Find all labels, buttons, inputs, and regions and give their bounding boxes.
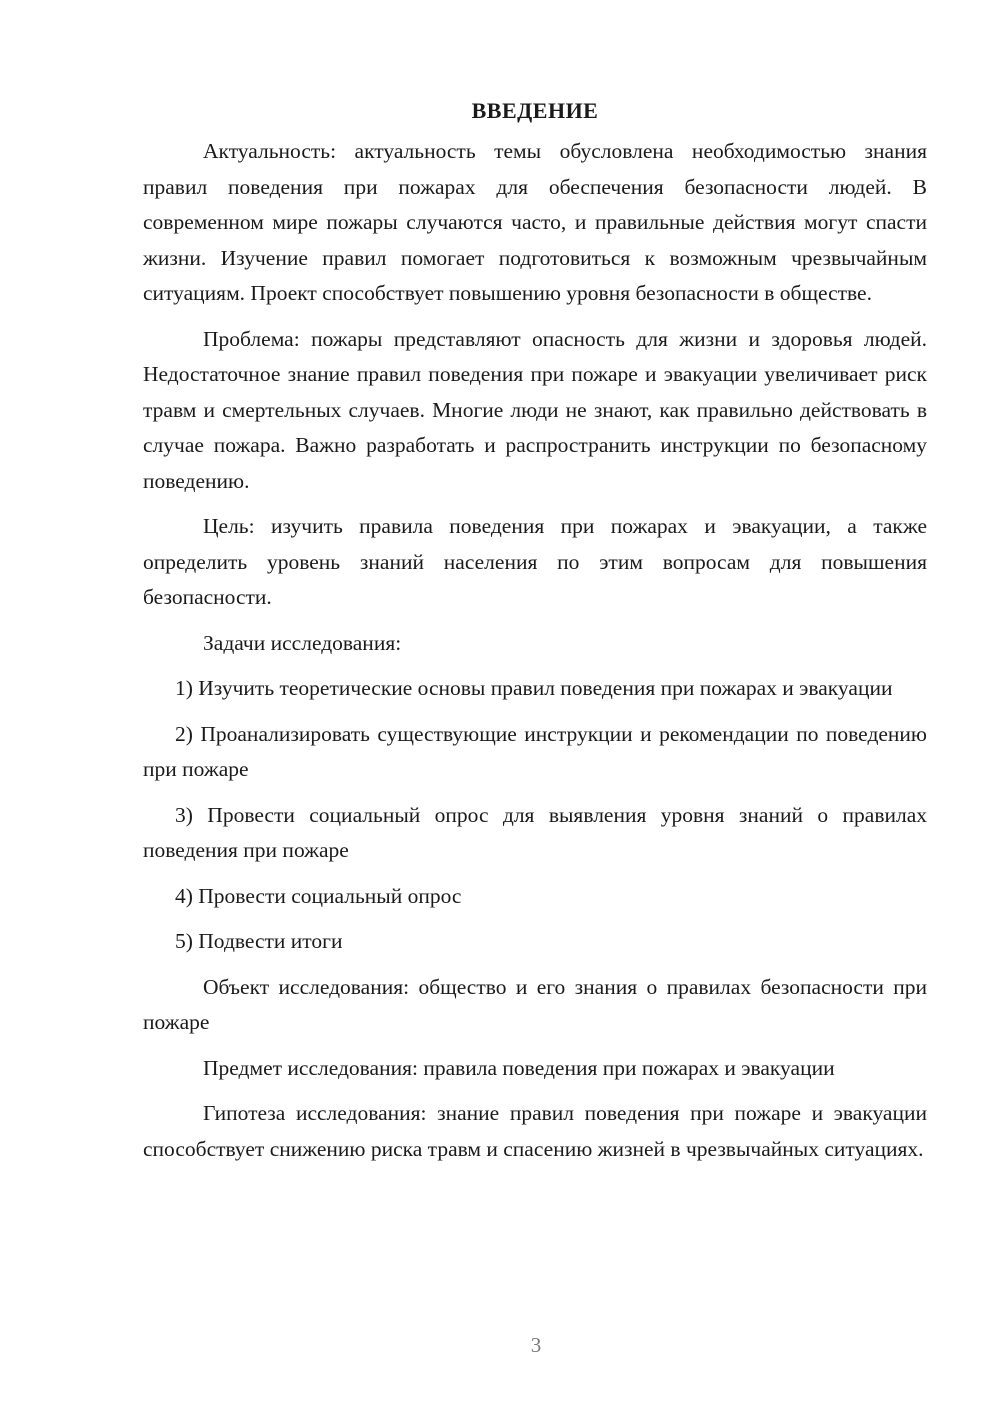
task-item: 2) Проанализировать существующие инструкции и рекомендации по поведению при пожаре — [143, 721, 927, 781]
task-item: 5) Подвести итоги — [175, 929, 343, 953]
task-item: 3) Провести социальный опрос для выявления уровня знаний о правилах поведения при пожаре — [143, 802, 927, 862]
section-title: ВВЕДЕНИЕ — [471, 98, 599, 123]
page-number: 3 — [530, 1333, 542, 1357]
hypothesis-paragraph: Гипотеза исследования: знание правил поведения при пожаре и эвакуации способствует снижению риска травм и спасению жизней в чрезвычайных ситуациях. — [143, 1101, 927, 1161]
object-paragraph: Объект исследования: общество и его знания о правилах безопасности при пожаре — [143, 974, 927, 1034]
goal-paragraph: Цель: изучить правила поведения при пожарах и эвакуации, а также определить уровень знаний населения по этим вопросам для повышения безопасности. — [143, 514, 927, 609]
relevance-paragraph: Актуальность: актуальность темы обусловлена необходимостью знания правил поведения при пожарах для обеспечения безопасности людей. В современном мире пожары случаются часто, и правильные действия могут спасти жизни. Изучение правил помогает подготовиться к возможным чрезвычайным ситуациям. Проект способствует повышению уровня безопасности в обществе. — [143, 139, 927, 305]
problem-paragraph: Проблема: пожары представляют опасность для жизни и здоровья людей. Недостаточное знание правил поведения при пожаре и эвакуации увеличивает риск травм и смертельных случаев. Многие люди не знают, как правильно действовать в случае пожара. Важно разработать и распространить инструкции по безопасному поведению. — [143, 326, 927, 493]
task-item: 4) Провести социальный опрос — [175, 883, 462, 908]
task-item: 1) Изучить теоретические основы правил поведения при пожарах и эвакуации — [175, 676, 893, 700]
tasks-heading: Задачи исследования: — [203, 630, 402, 655]
document-page — [143, 96, 927, 1167]
subject-paragraph: Предмет исследования: правила поведения при пожарах и эвакуации — [203, 1055, 835, 1080]
